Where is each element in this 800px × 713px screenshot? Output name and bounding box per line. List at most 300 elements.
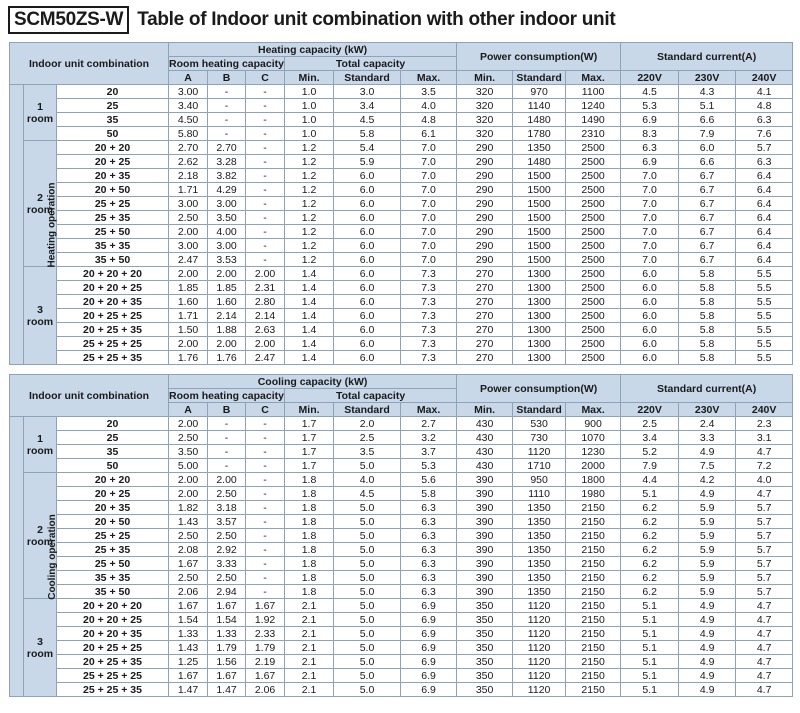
power-min-cell: 430 bbox=[457, 431, 513, 445]
power-max-cell: 2150 bbox=[566, 501, 621, 515]
total-min-cell: 1.8 bbox=[285, 571, 334, 585]
table-row bbox=[10, 99, 793, 113]
cap-c-cell: 1.67 bbox=[246, 669, 285, 683]
total-min-cell: 1.2 bbox=[285, 211, 334, 225]
current-230v-cell: 4.9 bbox=[679, 669, 736, 683]
power-standard-cell: 1500 bbox=[513, 183, 566, 197]
cap-c-cell: 2.80 bbox=[246, 295, 285, 309]
power-max-cell: 1070 bbox=[566, 431, 621, 445]
total-max-cell: 6.9 bbox=[401, 655, 457, 669]
power-standard-cell: 530 bbox=[513, 417, 566, 431]
cap-b-cell: 4.29 bbox=[208, 183, 246, 197]
current-230v-cell: 6.6 bbox=[679, 155, 736, 169]
current-220v-cell: 6.0 bbox=[621, 267, 679, 281]
cap-a-cell: 1.85 bbox=[169, 281, 208, 295]
current-240v-cell: 5.7 bbox=[736, 543, 793, 557]
current-230v-cell: 6.7 bbox=[679, 197, 736, 211]
combination-cell: 25 + 35 bbox=[57, 211, 169, 225]
total-max-cell: 5.3 bbox=[401, 459, 457, 473]
current-220v-cell: 6.0 bbox=[621, 351, 679, 365]
cap-a-cell: 2.50 bbox=[169, 529, 208, 543]
power-max-cell: 2150 bbox=[566, 571, 621, 585]
table-row bbox=[10, 473, 793, 487]
cap-c-cell: 2.19 bbox=[246, 655, 285, 669]
current-220v-cell: 5.1 bbox=[621, 613, 679, 627]
combination-cell: 25 + 25 + 25 bbox=[57, 337, 169, 351]
total-max-cell: 7.3 bbox=[401, 267, 457, 281]
cap-b-cell: 2.00 bbox=[208, 337, 246, 351]
current-240v-cell: 4.8 bbox=[736, 99, 793, 113]
power-max-cell: 2500 bbox=[566, 183, 621, 197]
cap-b-cell: 1.67 bbox=[208, 599, 246, 613]
cap-a-cell: 1.33 bbox=[169, 627, 208, 641]
power-max-cell: 2150 bbox=[566, 683, 621, 697]
cap-c-cell: - bbox=[246, 169, 285, 183]
table-row bbox=[10, 557, 793, 571]
table-row bbox=[10, 253, 793, 267]
current-230v-cell: 5.9 bbox=[679, 529, 736, 543]
cap-b-cell: - bbox=[208, 99, 246, 113]
table-row bbox=[10, 613, 793, 627]
power-min-cell: 390 bbox=[457, 487, 513, 501]
combination-cell: 20 + 35 bbox=[57, 169, 169, 183]
table-row bbox=[10, 683, 793, 697]
cap-b-cell: 3.18 bbox=[208, 501, 246, 515]
table-row bbox=[10, 655, 793, 669]
cap-c-cell: - bbox=[246, 225, 285, 239]
total-min-cell: 1.2 bbox=[285, 141, 334, 155]
total-max-cell: 6.3 bbox=[401, 557, 457, 571]
total-standard-cell: 6.0 bbox=[334, 183, 401, 197]
total-min-cell: 1.0 bbox=[285, 127, 334, 141]
current-240v-cell: 6.4 bbox=[736, 225, 793, 239]
power-standard-cell: 1300 bbox=[513, 351, 566, 365]
current-240v-cell: 5.7 bbox=[736, 501, 793, 515]
total-min-cell: 1.2 bbox=[285, 225, 334, 239]
power-max-cell: 2500 bbox=[566, 225, 621, 239]
current-220v-cell: 7.0 bbox=[621, 225, 679, 239]
combination-cell: 20 + 35 bbox=[57, 501, 169, 515]
cap-b-cell: 1.79 bbox=[208, 641, 246, 655]
table-row bbox=[10, 239, 793, 253]
current-230v-cell: 5.8 bbox=[679, 337, 736, 351]
total-standard-cell: 5.0 bbox=[334, 599, 401, 613]
power-max-cell: 2150 bbox=[566, 627, 621, 641]
total-max-cell: 6.9 bbox=[401, 683, 457, 697]
current-230v-cell: 5.9 bbox=[679, 515, 736, 529]
side-label-text: Heating operation bbox=[46, 181, 58, 268]
total-max-cell: 7.0 bbox=[401, 197, 457, 211]
current-240v-cell: 3.1 bbox=[736, 431, 793, 445]
current-230v-cell: 6.7 bbox=[679, 225, 736, 239]
cap-b-cell: 2.00 bbox=[208, 473, 246, 487]
current-220v-cell: 6.9 bbox=[621, 155, 679, 169]
cap-a-cell: 1.60 bbox=[169, 295, 208, 309]
total-standard-cell: 6.0 bbox=[334, 323, 401, 337]
cap-c-cell: - bbox=[246, 99, 285, 113]
power-max-cell: 2150 bbox=[566, 543, 621, 557]
current-230v-cell: 6.7 bbox=[679, 239, 736, 253]
combination-cell: 20 + 20 + 35 bbox=[57, 295, 169, 309]
total-min-cell: 1.7 bbox=[285, 431, 334, 445]
current-230v-cell: 3.3 bbox=[679, 431, 736, 445]
total-standard-cell: 4.5 bbox=[334, 113, 401, 127]
power-max-cell: 2500 bbox=[566, 295, 621, 309]
total-max-cell: 7.3 bbox=[401, 281, 457, 295]
total-max-cell: 7.3 bbox=[401, 351, 457, 365]
power-max-cell: 2500 bbox=[566, 155, 621, 169]
standard-current-header: Standard current(A) bbox=[621, 375, 793, 403]
combination-cell: 20 bbox=[57, 85, 169, 99]
power-max-cell: 1240 bbox=[566, 99, 621, 113]
current-230v-header: 230V bbox=[679, 71, 736, 85]
power-standard-cell: 1300 bbox=[513, 295, 566, 309]
total-min-cell: 2.1 bbox=[285, 599, 334, 613]
power-max-cell: 1230 bbox=[566, 445, 621, 459]
cap-c-cell: - bbox=[246, 543, 285, 557]
current-230v-cell: 5.8 bbox=[679, 295, 736, 309]
cap-b-cell: 1.88 bbox=[208, 323, 246, 337]
power-standard-cell: 1350 bbox=[513, 141, 566, 155]
cap-b-cell: 1.56 bbox=[208, 655, 246, 669]
combination-cell: 25 + 50 bbox=[57, 225, 169, 239]
total-standard-cell: 5.0 bbox=[334, 613, 401, 627]
total-min-cell: 1.7 bbox=[285, 445, 334, 459]
heating-capacity-header: Heating capacity (kW) bbox=[169, 43, 457, 57]
power-standard-cell: 1140 bbox=[513, 99, 566, 113]
total-max-cell: 6.9 bbox=[401, 627, 457, 641]
cap-b-cell: 2.70 bbox=[208, 141, 246, 155]
total-standard-cell: 6.0 bbox=[334, 281, 401, 295]
combination-cell: 50 bbox=[57, 459, 169, 473]
power-standard-cell: 1350 bbox=[513, 585, 566, 599]
current-220v-header: 220V bbox=[621, 403, 679, 417]
current-220v-cell: 5.2 bbox=[621, 445, 679, 459]
room-count: 3 bbox=[37, 635, 43, 648]
table-row bbox=[10, 281, 793, 295]
power-min-cell: 390 bbox=[457, 529, 513, 543]
cap-a-cell: 1.76 bbox=[169, 351, 208, 365]
total-max-header: Max. bbox=[401, 71, 457, 85]
table-row bbox=[10, 169, 793, 183]
power-min-cell: 290 bbox=[457, 141, 513, 155]
cap-a-cell: 1.25 bbox=[169, 655, 208, 669]
cap-a-cell: 1.71 bbox=[169, 309, 208, 323]
current-240v-cell: 6.4 bbox=[736, 211, 793, 225]
power-min-cell: 270 bbox=[457, 295, 513, 309]
room-count: 2 bbox=[37, 191, 43, 204]
total-min-cell: 1.2 bbox=[285, 253, 334, 267]
total-standard-cell: 6.0 bbox=[334, 351, 401, 365]
room-word: room bbox=[26, 315, 54, 328]
combination-cell: 35 + 50 bbox=[57, 585, 169, 599]
table-row bbox=[10, 309, 793, 323]
power-max-cell: 2150 bbox=[566, 655, 621, 669]
room-word: room bbox=[26, 203, 54, 216]
total-min-cell: 1.8 bbox=[285, 529, 334, 543]
heating-table bbox=[9, 42, 793, 365]
total-standard-cell: 6.0 bbox=[334, 309, 401, 323]
cap-a-cell: 2.50 bbox=[169, 571, 208, 585]
total-max-cell: 7.0 bbox=[401, 211, 457, 225]
cap-b-cell: 1.76 bbox=[208, 351, 246, 365]
power-min-cell: 270 bbox=[457, 281, 513, 295]
cap-a-cell: 1.47 bbox=[169, 683, 208, 697]
current-230v-cell: 4.9 bbox=[679, 627, 736, 641]
power-min-cell: 320 bbox=[457, 99, 513, 113]
total-max-cell: 5.6 bbox=[401, 473, 457, 487]
total-max-cell: 6.3 bbox=[401, 529, 457, 543]
cap-a-cell: 2.50 bbox=[169, 211, 208, 225]
cap-c-cell: 2.31 bbox=[246, 281, 285, 295]
total-max-cell: 7.3 bbox=[401, 295, 457, 309]
power-min-cell: 290 bbox=[457, 169, 513, 183]
power-max-cell: 900 bbox=[566, 417, 621, 431]
cap-b-cell: - bbox=[208, 417, 246, 431]
cap-c-cell: - bbox=[246, 417, 285, 431]
current-230v-cell: 5.8 bbox=[679, 309, 736, 323]
combination-cell: 25 + 35 bbox=[57, 543, 169, 557]
total-standard-cell: 5.0 bbox=[334, 585, 401, 599]
power-standard-cell: 1500 bbox=[513, 197, 566, 211]
current-220v-header: 220V bbox=[621, 71, 679, 85]
total-max-cell: 7.0 bbox=[401, 155, 457, 169]
total-standard-cell: 2.0 bbox=[334, 417, 401, 431]
power-max-cell: 2500 bbox=[566, 309, 621, 323]
power-min-cell: 350 bbox=[457, 627, 513, 641]
current-230v-cell: 5.8 bbox=[679, 351, 736, 365]
cap-a-cell: 2.00 bbox=[169, 473, 208, 487]
cap-b-cell: 4.00 bbox=[208, 225, 246, 239]
cap-b-cell: 1.33 bbox=[208, 627, 246, 641]
power-min-cell: 270 bbox=[457, 323, 513, 337]
current-240v-cell: 5.5 bbox=[736, 323, 793, 337]
cap-a-cell: 1.67 bbox=[169, 557, 208, 571]
combination-cell: 20 + 50 bbox=[57, 515, 169, 529]
combination-cell: 20 bbox=[57, 417, 169, 431]
current-220v-cell: 5.1 bbox=[621, 683, 679, 697]
power-min-cell: 290 bbox=[457, 183, 513, 197]
current-220v-cell: 5.1 bbox=[621, 627, 679, 641]
table-row bbox=[10, 501, 793, 515]
cap-a-cell: 5.00 bbox=[169, 459, 208, 473]
total-min-cell: 1.8 bbox=[285, 487, 334, 501]
current-230v-cell: 4.2 bbox=[679, 473, 736, 487]
table-row bbox=[10, 543, 793, 557]
total-standard-cell: 3.4 bbox=[334, 99, 401, 113]
cap-c-cell: - bbox=[246, 239, 285, 253]
current-220v-cell: 7.0 bbox=[621, 183, 679, 197]
total-min-header: Min. bbox=[285, 71, 334, 85]
total-standard-cell: 5.0 bbox=[334, 501, 401, 515]
cap-b-cell: 2.00 bbox=[208, 267, 246, 281]
table-row bbox=[10, 225, 793, 239]
cap-c-cell: 2.14 bbox=[246, 309, 285, 323]
current-240v-cell: 4.7 bbox=[736, 669, 793, 683]
current-240v-cell: 5.7 bbox=[736, 585, 793, 599]
combination-cell: 20 + 20 + 25 bbox=[57, 281, 169, 295]
power-consumption-header: Power consumption(W) bbox=[457, 43, 621, 71]
table-row bbox=[10, 515, 793, 529]
combination-cell: 25 + 25 + 35 bbox=[57, 683, 169, 697]
current-230v-cell: 6.7 bbox=[679, 183, 736, 197]
total-max-cell: 7.0 bbox=[401, 183, 457, 197]
power-max-header: Max. bbox=[566, 403, 621, 417]
total-max-cell: 7.0 bbox=[401, 225, 457, 239]
current-230v-cell: 5.9 bbox=[679, 557, 736, 571]
cap-c-cell: - bbox=[246, 127, 285, 141]
current-230v-cell: 5.1 bbox=[679, 99, 736, 113]
cap-c-cell: - bbox=[246, 253, 285, 267]
total-capacity-header: Total capacity bbox=[285, 389, 457, 403]
power-consumption-header: Power consumption(W) bbox=[457, 375, 621, 403]
total-max-cell: 3.2 bbox=[401, 431, 457, 445]
cap-c-cell: - bbox=[246, 183, 285, 197]
current-240v-cell: 4.7 bbox=[736, 627, 793, 641]
cap-a-cell: 3.00 bbox=[169, 197, 208, 211]
power-standard-header: Standard bbox=[513, 403, 566, 417]
power-standard-cell: 1710 bbox=[513, 459, 566, 473]
power-min-cell: 390 bbox=[457, 473, 513, 487]
current-240v-cell: 5.7 bbox=[736, 141, 793, 155]
power-min-cell: 390 bbox=[457, 585, 513, 599]
table-row bbox=[10, 85, 793, 99]
total-standard-cell: 4.0 bbox=[334, 473, 401, 487]
room-word: room bbox=[26, 535, 54, 548]
combination-cell: 25 bbox=[57, 99, 169, 113]
current-240v-cell: 5.7 bbox=[736, 557, 793, 571]
power-standard-cell: 1500 bbox=[513, 211, 566, 225]
cap-b-cell: 1.85 bbox=[208, 281, 246, 295]
power-min-header: Min. bbox=[457, 71, 513, 85]
current-220v-cell: 6.0 bbox=[621, 309, 679, 323]
cap-b-cell: 1.54 bbox=[208, 613, 246, 627]
power-min-cell: 350 bbox=[457, 599, 513, 613]
power-min-cell: 350 bbox=[457, 641, 513, 655]
total-max-cell: 4.8 bbox=[401, 113, 457, 127]
combination-cell: 20 + 25 + 25 bbox=[57, 309, 169, 323]
total-min-cell: 2.1 bbox=[285, 613, 334, 627]
table-row bbox=[10, 641, 793, 655]
total-min-cell: 1.4 bbox=[285, 323, 334, 337]
power-max-cell: 2500 bbox=[566, 351, 621, 365]
cap-b-cell: 3.28 bbox=[208, 155, 246, 169]
cap-c-cell: - bbox=[246, 557, 285, 571]
combination-cell: 25 + 25 + 25 bbox=[57, 669, 169, 683]
table-row bbox=[10, 323, 793, 337]
current-240v-cell: 4.1 bbox=[736, 85, 793, 99]
total-min-cell: 1.8 bbox=[285, 557, 334, 571]
total-standard-header: Standard bbox=[334, 403, 401, 417]
power-min-cell: 290 bbox=[457, 253, 513, 267]
cap-a-cell: 1.43 bbox=[169, 641, 208, 655]
current-230v-cell: 2.4 bbox=[679, 417, 736, 431]
cap-c-cell: 2.06 bbox=[246, 683, 285, 697]
current-220v-cell: 6.3 bbox=[621, 141, 679, 155]
total-max-cell: 6.3 bbox=[401, 571, 457, 585]
col-a-header: A bbox=[169, 71, 208, 85]
current-230v-cell: 5.9 bbox=[679, 543, 736, 557]
power-min-cell: 430 bbox=[457, 459, 513, 473]
current-240v-cell: 6.4 bbox=[736, 183, 793, 197]
current-230v-cell: 7.5 bbox=[679, 459, 736, 473]
current-220v-cell: 6.2 bbox=[621, 515, 679, 529]
cap-a-cell: 1.67 bbox=[169, 599, 208, 613]
total-standard-cell: 5.0 bbox=[334, 641, 401, 655]
room-heating-capacity-header: Room heating capacity bbox=[169, 57, 284, 70]
cap-c-cell: 2.00 bbox=[246, 337, 285, 351]
cap-b-cell: 1.47 bbox=[208, 683, 246, 697]
combination-cell: 20 + 20 + 20 bbox=[57, 267, 169, 281]
current-220v-cell: 6.2 bbox=[621, 529, 679, 543]
cap-a-cell: 1.43 bbox=[169, 515, 208, 529]
cap-c-cell: - bbox=[246, 571, 285, 585]
total-min-cell: 1.4 bbox=[285, 337, 334, 351]
power-max-cell: 2150 bbox=[566, 641, 621, 655]
power-standard-cell: 1350 bbox=[513, 515, 566, 529]
total-min-cell: 2.1 bbox=[285, 641, 334, 655]
col-c-header: C bbox=[246, 403, 285, 417]
power-min-cell: 350 bbox=[457, 655, 513, 669]
cap-c-cell: 2.00 bbox=[246, 267, 285, 281]
total-max-cell: 3.5 bbox=[401, 85, 457, 99]
power-min-header: Min. bbox=[457, 403, 513, 417]
combination-cell: 20 + 25 + 35 bbox=[57, 655, 169, 669]
current-240v-cell: 4.7 bbox=[736, 599, 793, 613]
cap-c-cell: 2.47 bbox=[246, 351, 285, 365]
total-min-cell: 1.4 bbox=[285, 309, 334, 323]
power-min-cell: 430 bbox=[457, 445, 513, 459]
current-220v-cell: 2.5 bbox=[621, 417, 679, 431]
total-max-cell: 6.9 bbox=[401, 669, 457, 683]
total-standard-cell: 4.5 bbox=[334, 487, 401, 501]
power-max-cell: 2500 bbox=[566, 211, 621, 225]
current-230v-cell: 4.9 bbox=[679, 487, 736, 501]
power-max-cell: 2500 bbox=[566, 141, 621, 155]
power-max-cell: 2000 bbox=[566, 459, 621, 473]
cap-b-cell: 2.50 bbox=[208, 529, 246, 543]
col-a-header: A bbox=[169, 403, 208, 417]
current-240v-cell: 5.7 bbox=[736, 571, 793, 585]
cap-b-cell: 2.94 bbox=[208, 585, 246, 599]
power-min-cell: 390 bbox=[457, 543, 513, 557]
combination-cell: 20 + 20 bbox=[57, 473, 169, 487]
current-220v-cell: 7.0 bbox=[621, 211, 679, 225]
total-standard-cell: 6.0 bbox=[334, 239, 401, 253]
power-min-cell: 350 bbox=[457, 613, 513, 627]
table-row bbox=[10, 267, 793, 281]
power-standard-header: Standard bbox=[513, 71, 566, 85]
current-230v-cell: 4.9 bbox=[679, 445, 736, 459]
total-standard-cell: 6.0 bbox=[334, 253, 401, 267]
current-240v-cell: 4.7 bbox=[736, 641, 793, 655]
current-220v-cell: 6.0 bbox=[621, 337, 679, 351]
power-max-cell: 2310 bbox=[566, 127, 621, 141]
current-230v-cell: 5.8 bbox=[679, 323, 736, 337]
total-standard-cell: 5.0 bbox=[334, 683, 401, 697]
current-230v-cell: 6.7 bbox=[679, 169, 736, 183]
power-standard-cell: 1480 bbox=[513, 113, 566, 127]
current-220v-cell: 6.0 bbox=[621, 281, 679, 295]
cap-a-cell: 1.82 bbox=[169, 501, 208, 515]
current-230v-cell: 6.7 bbox=[679, 211, 736, 225]
total-standard-cell: 5.0 bbox=[334, 543, 401, 557]
total-standard-cell: 5.0 bbox=[334, 655, 401, 669]
power-standard-cell: 1350 bbox=[513, 571, 566, 585]
cap-c-cell: - bbox=[246, 141, 285, 155]
current-240v-cell: 4.0 bbox=[736, 473, 793, 487]
room-group-label bbox=[24, 85, 57, 141]
